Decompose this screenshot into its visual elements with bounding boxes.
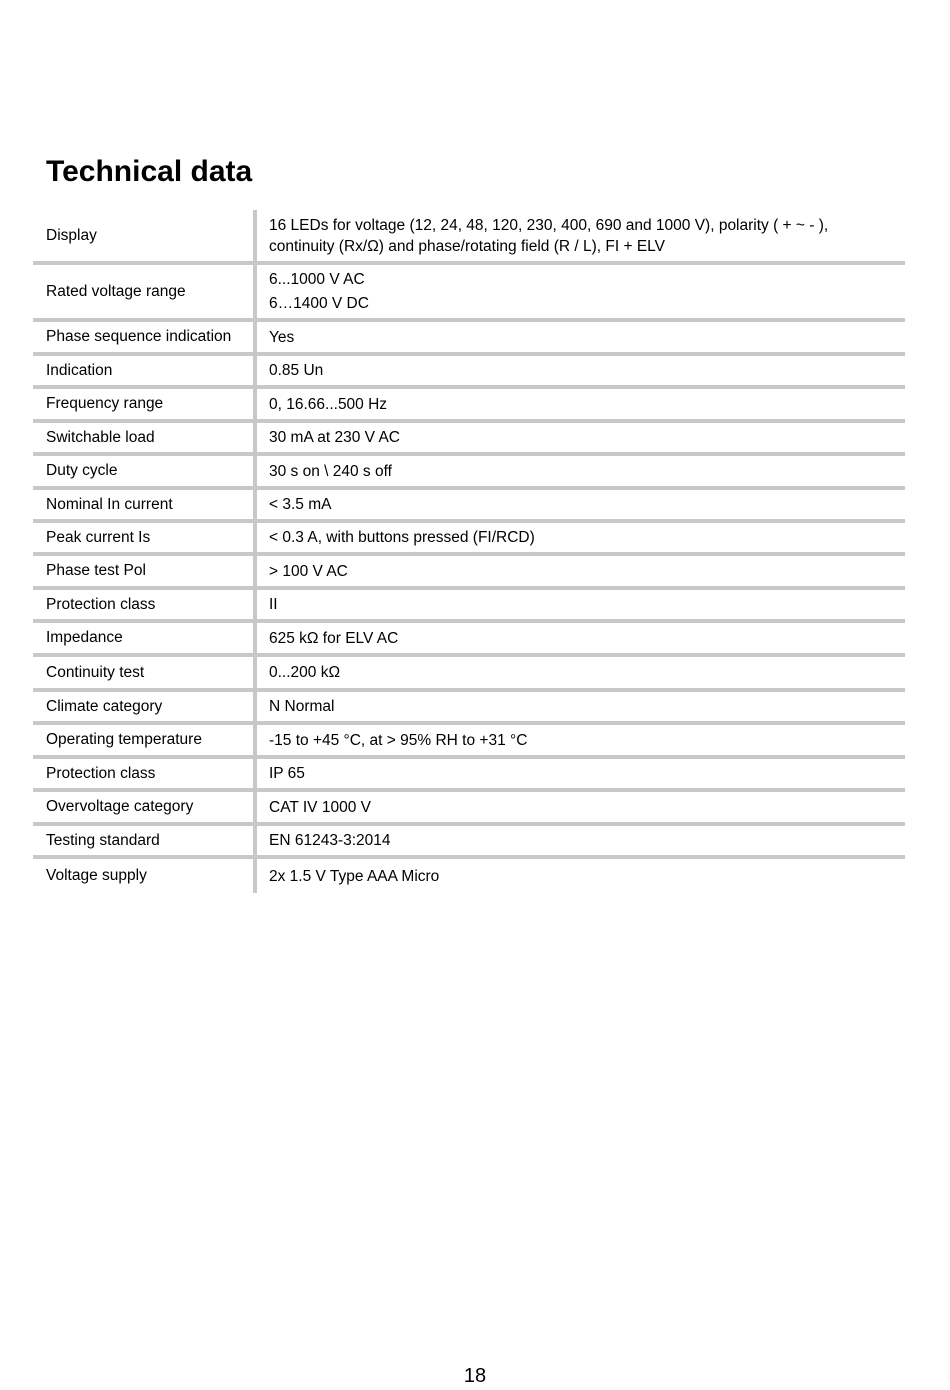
row-label: Impedance <box>46 629 123 646</box>
row-label: Phase sequence indication <box>46 328 232 345</box>
table-row-display <box>33 210 905 265</box>
table-row <box>33 859 905 893</box>
table-row <box>33 356 905 389</box>
row-label: Voltage supply <box>46 867 147 884</box>
table-row <box>33 826 905 859</box>
row-value: 30 s on \ 240 s off <box>269 462 392 480</box>
row-value: < 0.3 A, with buttons pressed (FI/RCD) <box>269 529 535 546</box>
row-value: < 3.5 mA <box>269 496 332 513</box>
row-label: Duty cycle <box>46 462 118 479</box>
row-label: Display <box>46 226 97 244</box>
row-value <box>257 265 905 318</box>
page-number: 18 <box>463 1365 487 1387</box>
row-label: Nominal In current <box>46 495 173 513</box>
row-value-line-2: continuity (Rx/Ω) and phase/rotating field (R / L), FI + ELV <box>269 237 665 255</box>
table-row <box>33 692 905 725</box>
row-value: N Normal <box>269 698 335 715</box>
row-value: > 100 V AC <box>269 562 348 580</box>
row-value: 2x 1.5 V Type AAA Micro <box>269 867 440 885</box>
row-label: Frequency range <box>46 395 164 412</box>
table-row <box>33 590 905 623</box>
row-value: 625 kΩ for ELV AC <box>269 629 399 647</box>
row-label: Operating temperature <box>46 731 202 748</box>
row-value: Yes <box>269 328 295 346</box>
table-row <box>33 556 905 590</box>
row-value: 30 mA at 230 V AC <box>269 429 400 446</box>
table-row <box>33 792 905 826</box>
table-row <box>33 725 905 759</box>
row-label: Switchable load <box>46 428 155 446</box>
row-label: Testing standard <box>46 831 160 849</box>
row-value-line-1: 6...1000 V AC <box>269 271 365 288</box>
row-label: Peak current Is <box>46 528 151 546</box>
row-label: Protection class <box>46 595 156 613</box>
row-label: Phase test Pol <box>46 562 146 579</box>
table-row <box>33 490 905 523</box>
row-label: Protection class <box>46 764 156 782</box>
row-value: IP 65 <box>269 765 305 782</box>
row-label: Overvoltage category <box>46 798 194 815</box>
row-value: EN 61243-3:2014 <box>269 832 391 849</box>
row-label: Rated voltage range <box>46 282 186 300</box>
row-value-line-2: 6…1400 V DC <box>269 295 369 312</box>
row-value: CAT IV 1000 V <box>269 798 371 816</box>
row-value: -15 to +45 °C, at > 95% RH to +31 °C <box>269 731 528 749</box>
table-row <box>33 523 905 556</box>
technical-data-table <box>33 210 905 893</box>
table-row <box>33 759 905 792</box>
row-value <box>257 210 905 261</box>
row-label: Indication <box>46 361 113 379</box>
row-label: Climate category <box>46 697 163 715</box>
page-title: Technical data <box>46 155 253 188</box>
row-value: II <box>269 596 278 613</box>
row-value-line-1: 16 LEDs for voltage (12, 24, 48, 120, 230, 400, 690 and 1000 V), polarity ( + ~ - ), <box>269 216 829 234</box>
table-row <box>33 389 905 423</box>
row-value: 0...200 kΩ <box>269 664 341 681</box>
table-row <box>33 657 905 692</box>
row-label: Continuity test <box>46 663 145 681</box>
table-row <box>33 423 905 456</box>
table-row <box>33 322 905 356</box>
table-row <box>33 623 905 657</box>
table-row <box>33 456 905 490</box>
row-value: 0.85 Un <box>269 362 324 379</box>
row-value: 0, 16.66...500 Hz <box>269 395 388 413</box>
table-row-rated-voltage <box>33 265 905 322</box>
